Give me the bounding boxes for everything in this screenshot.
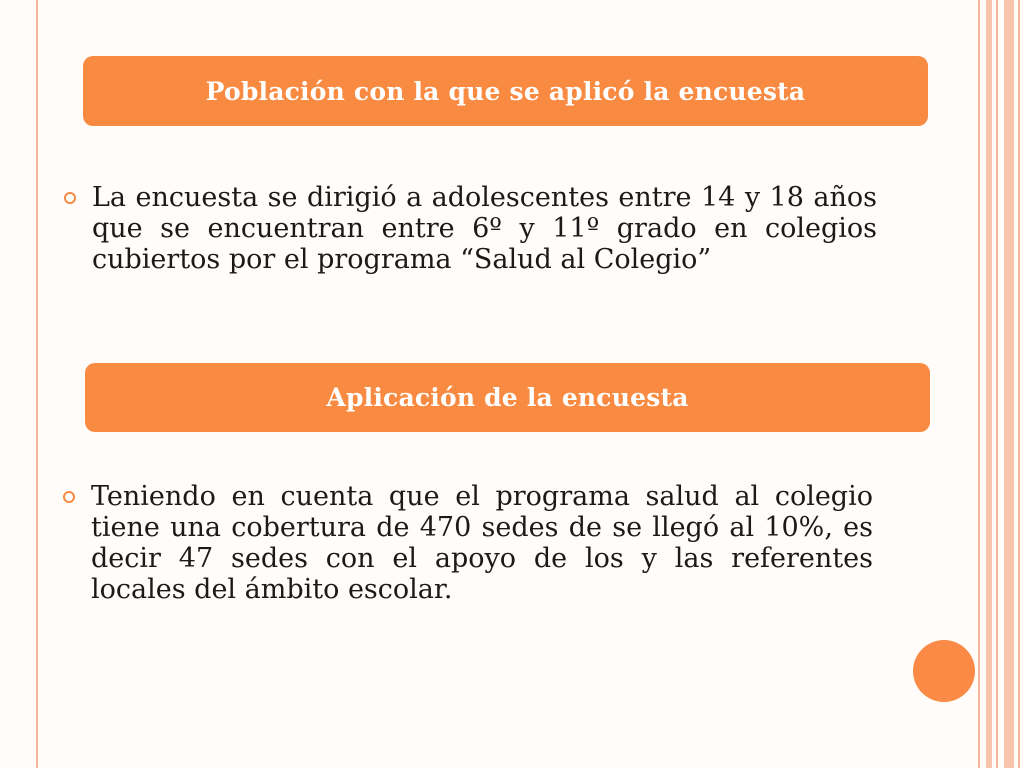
- right-stripe-thin-1: [978, 0, 980, 768]
- banner-poblacion: [83, 56, 928, 126]
- bullet-circle-icon: [63, 491, 75, 503]
- right-stripe-thin-3: [1018, 0, 1020, 768]
- bullet-text-poblacion: La encuesta se dirigió a adolescentes entre 14 y 18 años que se encuentran entre 6º y 11º grado en colegios cubiertos por el programa “Salud al Colegio”: [92, 182, 877, 275]
- decorative-circle: [913, 640, 975, 702]
- left-frame-line: [36, 0, 38, 768]
- bullet-text-aplicacion: Teniendo en cuenta que el programa salud al colegio tiene una cobertura de 470 sedes de se llegó al 10%, es decir 47 sedes con el apoyo de los y las referentes locales del ámbito escolar.: [91, 481, 873, 605]
- right-stripe-wide-1: [986, 0, 992, 768]
- banner-title-poblacion: Población con la que se aplicó la encuesta: [205, 76, 806, 106]
- bullet-circle-icon: [64, 192, 76, 204]
- banner-title-aplicacion: Aplicación de la encuesta: [326, 383, 689, 412]
- right-stripe-wide-2: [1004, 0, 1014, 768]
- banner-aplicacion: [85, 363, 930, 432]
- right-stripe-thin-2: [996, 0, 998, 768]
